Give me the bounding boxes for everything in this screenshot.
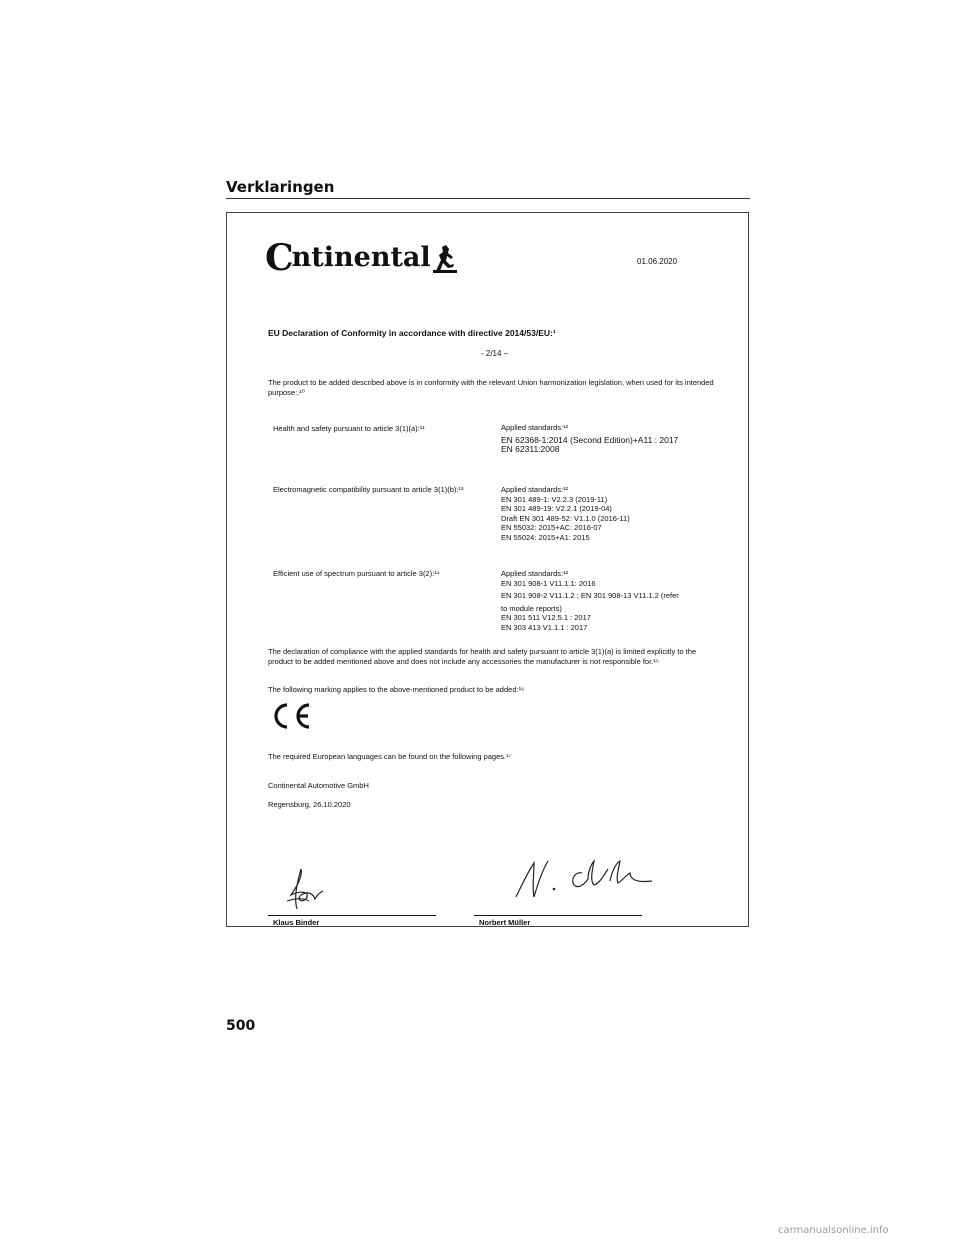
standard-line: to module reports) — [501, 603, 562, 613]
languages-note: The required European languages can be found on the following pages.¹⁷ — [268, 752, 512, 761]
standards-block-spectrum — [501, 569, 741, 632]
standard-line: EN 301 489-1: V2.2.3 (2019-11) — [501, 494, 608, 504]
place-date: Regensburg, 26.10.2020 — [268, 800, 351, 809]
signatory-name: Klaus Binder — [273, 918, 320, 927]
standard-line: Draft EN 301 489-52: V1.1.0 (2016-11) — [501, 513, 630, 523]
standards-title: Applied standards:¹² — [501, 423, 569, 432]
standards-block-emc — [501, 485, 741, 542]
standard-line: EN 55032: 2015+AC: 2016-07 — [501, 523, 602, 532]
logo-initial: C — [265, 237, 294, 279]
ce-mark-icon — [267, 701, 313, 731]
row-label-spectrum: Efficient use of spectrum pursuant to article 3(2):¹⁴ — [273, 569, 440, 578]
page-number: 500 — [226, 1018, 256, 1034]
logo-text: ntinental — [291, 242, 431, 273]
page-indicator: - 2/14 – — [481, 349, 509, 358]
signature-klaus-binder — [279, 865, 329, 913]
declaration-title: EU Declaration of Conformity in accordance with directive 2014/53/EU:¹ — [268, 328, 556, 338]
row-label-health-safety: Health and safety pursuant to article 3(1)(a):¹¹ — [273, 424, 425, 433]
marking-note: The following marking applies to the above-mentioned product to be added:¹⁶ — [268, 685, 525, 694]
standards-block-health-safety — [501, 423, 741, 455]
standards-title: Applied standards:¹² — [501, 569, 569, 578]
section-title: Verklaringen — [226, 178, 335, 196]
document-date: 01.06.2020 — [637, 257, 678, 266]
standard-line: EN 301 908-2 V11.1.2 ; EN 301 908-13 V11.1.2 (refer — [501, 591, 679, 600]
signature-line-left — [268, 915, 436, 916]
company-name: Continental Automotive GmbH — [268, 781, 369, 790]
row-label-emc: Electromagnetic compatibility pursuant to article 3(1)(b):¹³ — [273, 485, 464, 494]
section-divider — [226, 198, 750, 199]
signature-line-right — [474, 915, 642, 916]
standard-line: EN 301 511 V12.5.1 : 2017 — [501, 613, 591, 622]
standard-line: EN 301 908-1 V11.1.1: 2016 — [501, 578, 596, 588]
declaration-document — [226, 212, 749, 927]
standard-line: EN 62368-1:2014 (Second Edition)+A11 : 2017 — [501, 434, 679, 445]
standard-line: EN 303 413 V1.1.1 : 2017 — [501, 622, 588, 632]
standard-line: EN 301 489-19: V2.2.1 (2019-04) — [501, 504, 612, 513]
compliance-note: The declaration of compliance with the applied standards for health and safety pursuant to article 3(1)(a) is limited explicitly to the product to be added mentioned above and does not include any accessories the manufacturer is not responsible for.¹⁵ — [268, 647, 697, 666]
horse-icon — [433, 243, 457, 273]
standard-line: EN 62311:2008 — [501, 444, 560, 454]
standard-line: EN 55024: 2015+A1: 2015 — [501, 532, 590, 542]
signature-norbert-mueller — [512, 853, 660, 901]
continental-logo — [265, 233, 457, 279]
watermark: carmanualsonline.info — [778, 1225, 889, 1236]
signatory-name: Norbert Müller — [479, 918, 531, 927]
standards-title: Applied standards:¹² — [501, 485, 569, 494]
intro-text: The product to be added described above is in conformity with the relevant Union harmonization legislation, when used for its intended purpose:.¹⁰ — [268, 378, 714, 397]
